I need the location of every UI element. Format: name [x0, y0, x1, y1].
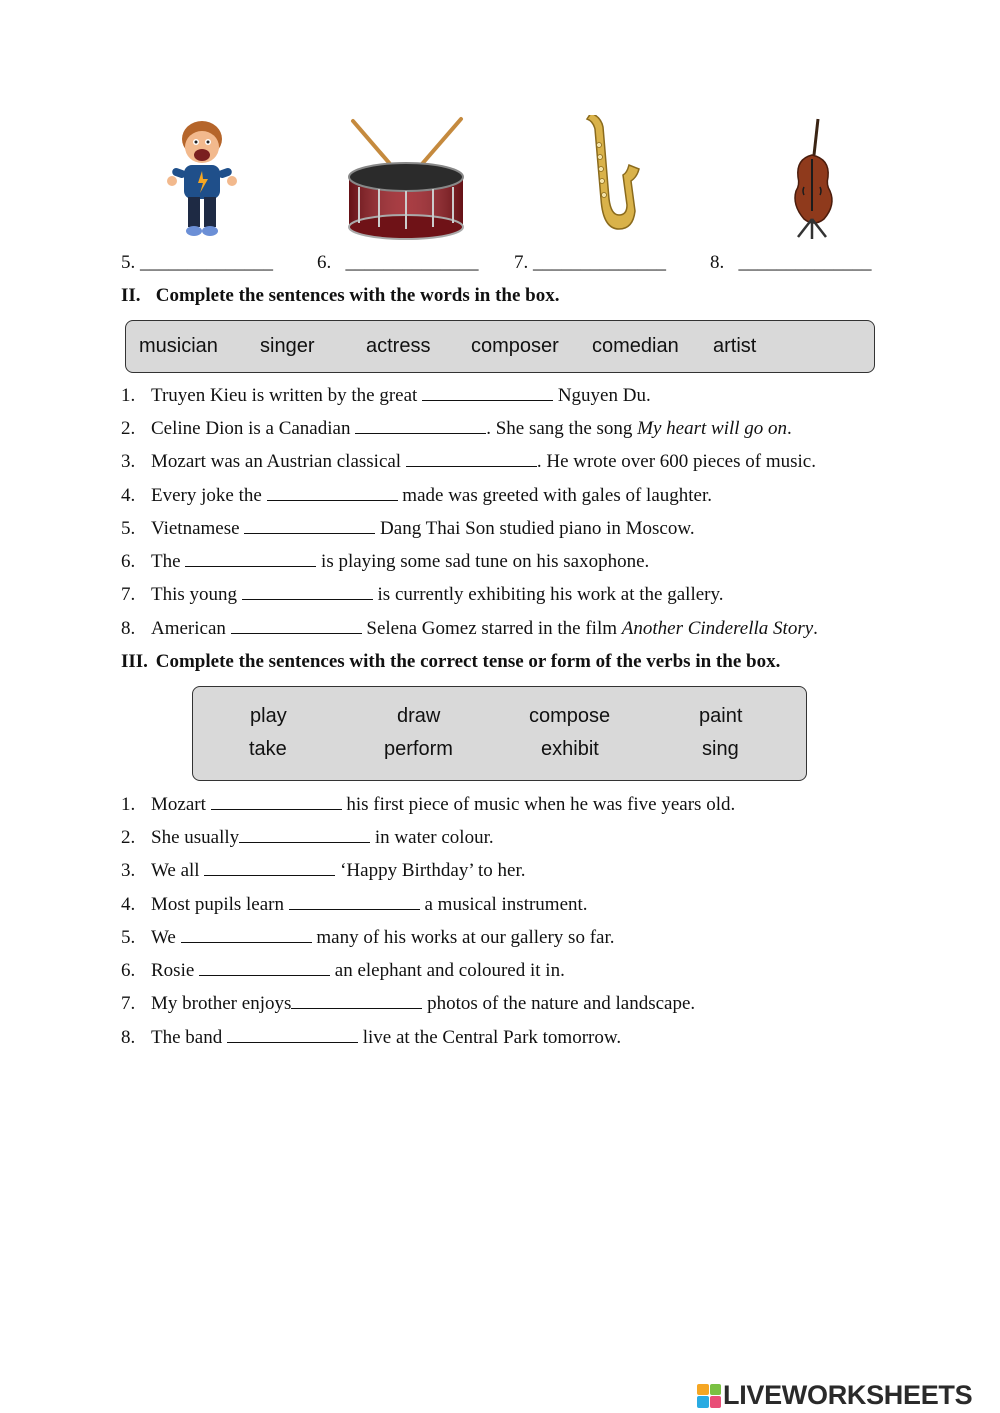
- sentence: [121, 616, 818, 642]
- sentence-text: . She sang the song: [486, 418, 638, 439]
- film-title: Another Cinderella Story: [621, 618, 814, 639]
- sentence-text: Rosie: [151, 960, 195, 981]
- picture-answer-7: [514, 252, 666, 274]
- word-box-item: paint: [699, 705, 743, 727]
- answer-blank[interactable]: [239, 828, 370, 843]
- sentence-text: an elephant and coloured it in.: [334, 960, 565, 981]
- answer-blank[interactable]: ______________: [140, 252, 273, 273]
- sentence-text: Truyen Kieu is written by the great: [151, 385, 418, 406]
- sentence-number: 3.: [121, 860, 136, 881]
- answer-blank[interactable]: [242, 585, 373, 600]
- sentence-text: The band: [151, 1027, 223, 1048]
- answer-blank[interactable]: [181, 928, 312, 943]
- word-box-3: [192, 686, 807, 781]
- sentence: [121, 549, 649, 575]
- sentence-text: a musical instrument.: [424, 894, 588, 915]
- sentence-text: My brother enjoys: [151, 993, 292, 1014]
- sentence: [121, 1025, 621, 1051]
- sentence-text: She usually: [151, 827, 240, 848]
- answer-blank[interactable]: [231, 619, 362, 634]
- answer-blank[interactable]: ______________: [738, 252, 872, 273]
- logo-square: [710, 1384, 722, 1396]
- sentence: [121, 925, 615, 951]
- sentence-text: We all: [151, 860, 200, 881]
- item-number: 6.: [317, 252, 332, 273]
- word-box-item: exhibit: [541, 738, 599, 760]
- section-3-heading: [121, 651, 780, 673]
- sentence-text: Celine Dion is a Canadian: [151, 418, 351, 439]
- sentence-text: Mozart was an Austrian classical: [151, 451, 402, 472]
- sentence-number: 3.: [121, 451, 136, 472]
- word-box-item: sing: [702, 738, 739, 760]
- word-box-2: [125, 320, 875, 373]
- sentence-text: Selena Gomez starred in the film: [366, 618, 622, 639]
- sentence-number: 5.: [121, 518, 136, 539]
- sentence-text: Dang Thai Son studied piano in Moscow.: [380, 518, 695, 539]
- sentence-text: live at the Central Park tomorrow.: [362, 1027, 622, 1048]
- sentence-number: 6.: [121, 551, 136, 572]
- answer-blank[interactable]: ______________: [533, 252, 666, 273]
- sentence-text: We: [151, 927, 176, 948]
- sentence: [121, 516, 695, 542]
- section-title: Complete the sentences with the correct tense or form of the verbs in the box.: [155, 651, 781, 672]
- cello-icon: [782, 115, 842, 241]
- sentence: [121, 892, 588, 918]
- sentence-text: The: [151, 551, 181, 572]
- logo-mark-icon: [697, 1384, 721, 1408]
- word-box-item: musician: [139, 335, 218, 357]
- sentence-number: 2.: [121, 418, 136, 439]
- word-box-item: composer: [471, 335, 559, 357]
- answer-blank[interactable]: [355, 419, 486, 434]
- drum-icon: [343, 115, 469, 241]
- answer-blank[interactable]: [227, 1028, 358, 1043]
- sentence-text: .: [787, 418, 792, 439]
- sentence: [121, 792, 735, 818]
- section-title: Complete the sentences with the words in the box.: [155, 285, 560, 306]
- item-number: 8.: [710, 252, 725, 273]
- answer-blank[interactable]: [204, 861, 335, 876]
- item-number: 5.: [121, 252, 136, 273]
- sentence-text: photos of the nature and landscape.: [427, 993, 696, 1014]
- liveworksheets-logo[interactable]: [697, 1380, 972, 1411]
- sentence-text: is playing some sad tune on his saxophone.: [321, 551, 650, 572]
- answer-blank[interactable]: [289, 895, 420, 910]
- sentence-text: Mozart: [151, 794, 206, 815]
- sentence-text: American: [151, 618, 226, 639]
- section-number: III.: [121, 651, 148, 672]
- sentence: [121, 582, 724, 608]
- saxophone-picture: [543, 112, 673, 244]
- sentence: [121, 449, 816, 475]
- sentence-text: in water colour.: [374, 827, 494, 848]
- puppet-boy-icon: [162, 115, 242, 241]
- word-box-item: compose: [529, 705, 611, 727]
- sentence-number: 8.: [121, 618, 136, 639]
- word-box-item: play: [250, 705, 287, 727]
- sentence-text: Every joke the: [151, 485, 262, 506]
- picture-answer-5: [121, 252, 273, 274]
- sentence-text: Most pupils learn: [151, 894, 284, 915]
- answer-blank[interactable]: [199, 961, 330, 976]
- sentence-text: . He wrote over 600 pieces of music.: [536, 451, 816, 472]
- word-box-item: actress: [366, 335, 431, 357]
- sentence-text: many of his works at our gallery so far.: [316, 927, 615, 948]
- answer-blank[interactable]: [406, 452, 537, 467]
- sentence-text: his first piece of music when he was five years old.: [346, 794, 736, 815]
- word-box-item: singer: [260, 335, 315, 357]
- answer-blank[interactable]: [267, 486, 398, 501]
- answer-blank[interactable]: [211, 795, 342, 810]
- picture-answer-row: [0, 252, 1000, 278]
- sentence-number: 1.: [121, 385, 136, 406]
- picture-answer-8: [710, 252, 872, 274]
- sentence-number: 2.: [121, 827, 136, 848]
- sentence-number: 7.: [121, 993, 136, 1014]
- word-box-item: take: [249, 738, 287, 760]
- word-box-item: perform: [384, 738, 453, 760]
- word-box-item: draw: [397, 705, 441, 727]
- logo-square: [697, 1396, 709, 1408]
- drum-picture: [340, 112, 472, 244]
- sentence-text: is currently exhibiting his work at the gallery.: [377, 584, 724, 605]
- word-box-item: artist: [713, 335, 757, 357]
- puppet-boy-picture: [137, 112, 267, 244]
- sentence: [121, 825, 494, 851]
- sentence-number: 7.: [121, 584, 136, 605]
- sentence: [121, 483, 712, 509]
- sentence-number: 6.: [121, 960, 136, 981]
- answer-blank[interactable]: [291, 994, 422, 1009]
- answer-blank[interactable]: ______________: [345, 252, 479, 273]
- picture-answer-6: [317, 252, 479, 274]
- sentence: [121, 858, 525, 884]
- sentence: [121, 383, 651, 409]
- sentence-text: .: [813, 618, 818, 639]
- sentence-number: 5.: [121, 927, 136, 948]
- sentence: [121, 416, 792, 442]
- sentence-number: 4.: [121, 485, 136, 506]
- sentence-text: made was greeted with gales of laughter.: [402, 485, 712, 506]
- sentence-text: ‘Happy Birthday’ to her.: [340, 860, 526, 881]
- sentence-number: 8.: [121, 1027, 136, 1048]
- saxophone-icon: [573, 115, 643, 241]
- cello-picture: [747, 112, 877, 244]
- sentence-text: This young: [151, 584, 238, 605]
- answer-blank[interactable]: [244, 519, 375, 534]
- answer-blank[interactable]: [185, 552, 316, 567]
- sentence: [121, 958, 565, 984]
- song-title: My heart will go on: [637, 418, 788, 439]
- sentence-number: 4.: [121, 894, 136, 915]
- sentence: [121, 991, 695, 1017]
- sentence-text: Nguyen Du.: [557, 385, 651, 406]
- item-number: 7.: [514, 252, 529, 273]
- logo-square: [697, 1384, 709, 1396]
- answer-blank[interactable]: [422, 386, 553, 401]
- logo-square: [710, 1396, 722, 1408]
- section-number: II.: [121, 285, 141, 306]
- word-box-item: comedian: [592, 335, 679, 357]
- logo-text: LIVEWORKSHEETS: [723, 1380, 973, 1410]
- sentence-text: Vietnamese: [151, 518, 240, 539]
- sentence-number: 1.: [121, 794, 136, 815]
- section-2-heading: [121, 285, 559, 307]
